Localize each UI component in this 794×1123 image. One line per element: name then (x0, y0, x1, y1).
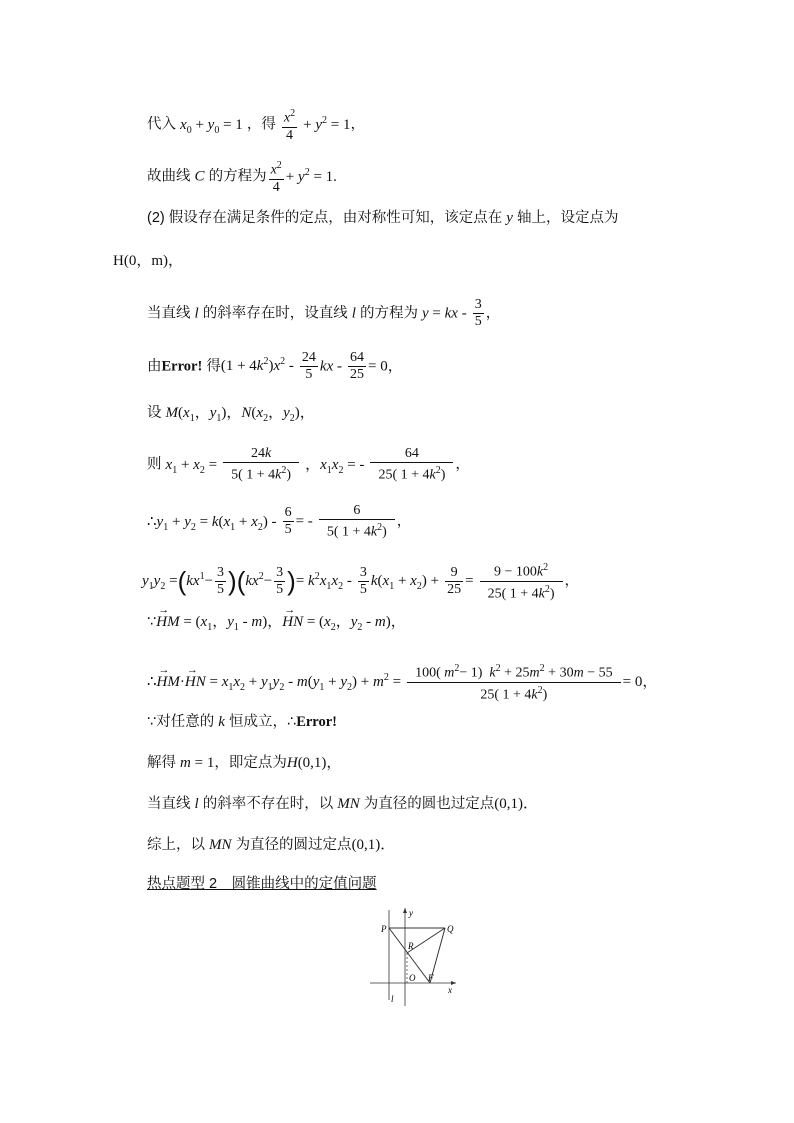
text-line-5: 当直线 l 的斜率存在时，设直线 l 的方程为 y = kx - $\frac{3}{5}$ ， (147, 297, 501, 329)
label-o: O (409, 973, 416, 983)
text-line-8: 则 $x_1 + x_2$ = $\frac{24k}{5( 1 + 4k^2)}$ ，$x_1x_2$ = - $\frac{64}{25( 1 + 4k^2)}$ ， (147, 446, 470, 483)
text-line-6: 由Error! 得$(1 + 4k^2)x^2$ - $\frac{24}{5}$ kx - $\frac{64}{25}$ = 0， (147, 350, 403, 382)
text-line-12: ∴→ HM·→ HN = $x_1x_2 + y_1y_2 - m(y_1 + y_2) + m^2$ = $\frac{100( m^2- 1) k^2 + 25m^2 + 30m - 55}{25( 1 + 4k^2)}$ = 0， (147, 661, 657, 703)
text-line-13: ∵对任意的 k 恒成立，∴Error! (147, 714, 337, 730)
label-l: l (391, 994, 394, 1004)
label-r: R (408, 941, 414, 951)
text-line-14: 解得 m = 1，即定点为H(0,1)， (147, 755, 342, 771)
text-line-3: (2) 假设存在满足条件的定点，由对称性可知，该定点在 y 轴上，设定点为 (147, 210, 619, 226)
text-line-1: 代入 $x_0 + y_0 = 1$ ，得 $\frac{x^2}{4}$ + $y^2 = 1$， (147, 108, 365, 143)
text-line-7: 设 $M(x_1$，$y_1$)，$N(x_2$，$y_2$)， (147, 405, 315, 424)
text-line-15: 当直线 l 的斜率不存在时，以 MN 为直径的圆也过定点(0,1)． (147, 796, 539, 812)
text-line-10: $y_1y_2 =(kx^1-$ $\frac{3}{5}$ )($kx^2-$ $\frac{3}{5}$ )= $k^2x_1x_2$ - $\frac{3}{5}$ $k(x_1 + x_2)$ + $\frac{9}{25}$ = $\frac{9 - 100k^2}{25( 1 + 4k^2)}$ ， (142, 562, 580, 602)
label-p: P (381, 924, 387, 934)
label-x: x (448, 985, 452, 995)
conic-figure (366, 906, 466, 1006)
text-line-9: $\therefore y_1 + y_2 = k(x_1 + x_2)$ - $\frac{6}{5}$ = - $\frac{6}{5( 1 + 4k^2)}$ ， (147, 503, 412, 540)
text-line-2: 故曲线 C 的方程为 $\frac{x^2}{4}$ + $y^2 = 1$. (147, 160, 337, 195)
label-y: y (409, 908, 413, 918)
text-line-11: ∵→ HM = ($x_1$，$y_1 - m$)，→ HN = ($x_2$，$y_2 - m$)， (147, 612, 406, 638)
section-heading: 热点题型 2 圆锥曲线中的定值问题 (147, 876, 377, 892)
label-f: F (428, 973, 434, 983)
label-q: Q (447, 924, 454, 934)
text-line-16: 综上，以 MN 为直径的圆过定点(0,1)． (147, 837, 396, 853)
text-line-4: H(0，m)， (113, 253, 183, 269)
